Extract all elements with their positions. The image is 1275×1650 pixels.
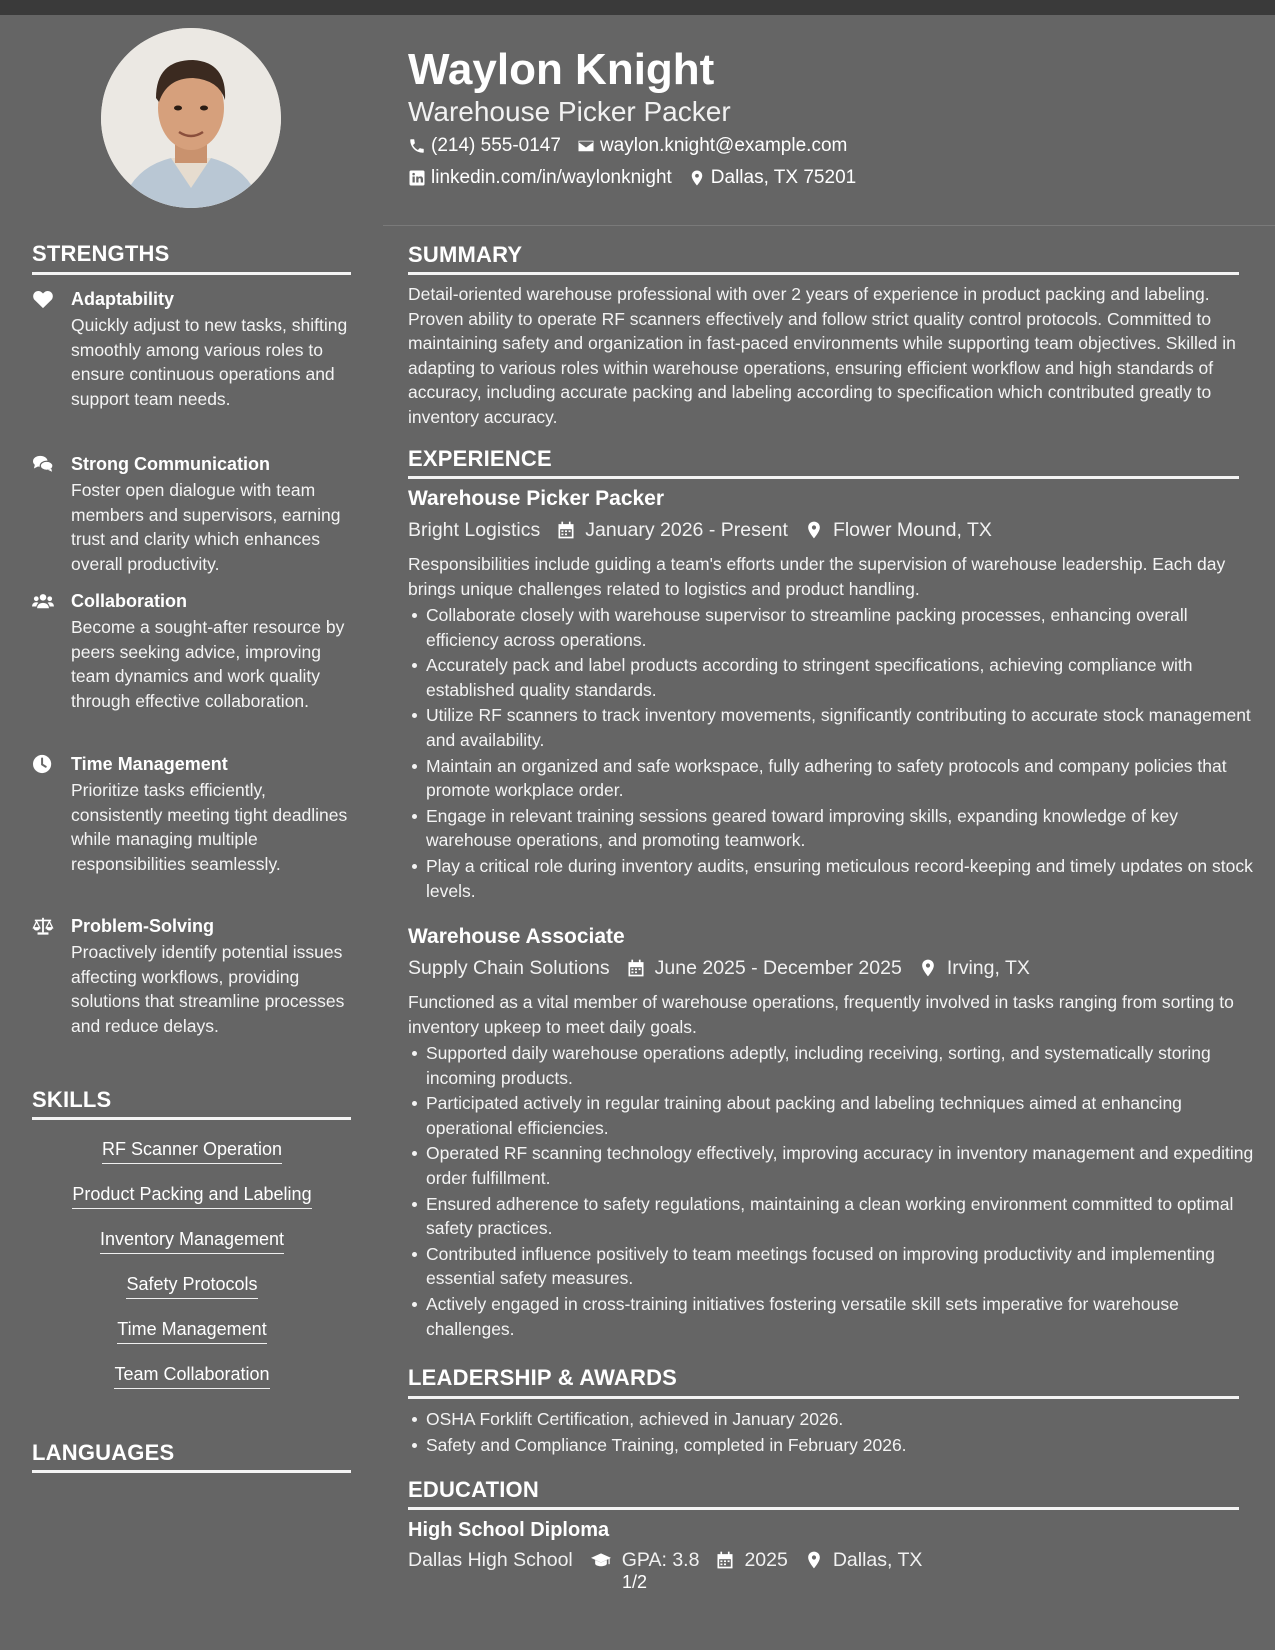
list-item: Engage in relevant training sessions geared toward improving skills, expanding knowledge of key warehouse operations, and promoting teamwork. [426, 804, 1256, 853]
list-item: OSHA Forklift Certification, achieved in January 2026. [426, 1407, 1256, 1432]
balance-scale-icon [32, 916, 54, 936]
phone-icon [408, 137, 426, 155]
education-location: Dallas, TX [832, 1549, 923, 1571]
comments-icon [32, 454, 54, 474]
job-location: Flower Mound, TX [832, 519, 992, 541]
list-item: Accurately pack and label products according to stringent specifications, achieving compliance with established quality standards. [426, 653, 1256, 702]
skill-item: RF Scanner Operation [32, 1136, 352, 1164]
skills-heading: SKILLS [32, 1087, 112, 1112]
education-rule [408, 1507, 1239, 1510]
education-degree: High School Diploma [408, 1519, 610, 1541]
envelope-icon [577, 137, 595, 155]
experience-heading: EXPERIENCE [408, 446, 552, 471]
job-dates: January 2026 - Present [585, 519, 788, 541]
profile-photo [101, 28, 281, 208]
job-company: Bright Logistics [408, 519, 541, 541]
education-gpa: GPA: 3.8 [621, 1549, 700, 1571]
map-marker-icon [918, 958, 938, 978]
calendar-icon [626, 958, 646, 978]
contact-phone[interactable] [408, 133, 561, 159]
list-item: Collaborate closely with warehouse supervisor to streamline packing processes, enhancing overall efficiency across operations. [426, 603, 1256, 652]
contact-line-2 [408, 165, 872, 191]
list-item: Contributed influence positively to team meetings focused on improving productivity and implementing essential safety measures. [426, 1242, 1256, 1291]
calendar-icon [556, 520, 576, 540]
list-item: Supported daily warehouse operations adeptly, including receiving, sorting, and systematically storing incoming products. [426, 1041, 1256, 1090]
skill-item: Inventory Management [32, 1226, 352, 1254]
contact-linkedin[interactable] [408, 165, 672, 191]
job-location: Irving, TX [946, 957, 1030, 979]
strengths-heading: STRENGTHS [32, 241, 170, 266]
list-item: Ensured adherence to safety regulations, maintaining a clean working environment committed to optimal safety practices. [426, 1192, 1256, 1241]
linkedin-icon [408, 169, 426, 187]
clock-icon [32, 754, 54, 774]
contact-location [688, 165, 856, 191]
top-bar [0, 0, 1275, 15]
strength-name: Adaptability [71, 289, 175, 309]
strength-name: Time Management [71, 754, 228, 774]
candidate-name: Waylon Knight [408, 45, 715, 94]
list-item: Safety and Compliance Training, completed in February 2026. [426, 1433, 1256, 1458]
strength-name: Collaboration [71, 591, 187, 611]
languages-rule [32, 1470, 351, 1473]
contact-email[interactable] [577, 133, 847, 159]
strength-desc: Foster open dialogue with team members and supervisors, earning trust and clarity which enhances overall productivity. [71, 480, 341, 574]
skill-item: Team Collaboration [32, 1361, 352, 1389]
location-text: Dallas, TX 75201 [710, 167, 857, 188]
awards-rule [408, 1396, 1239, 1399]
job-dates: June 2025 - December 2025 [654, 957, 902, 979]
list-item: Actively engaged in cross-training initiatives fostering versatile skill sets imperative for warehouse challenges. [426, 1292, 1256, 1341]
job-meta [408, 955, 1046, 981]
skill-item: Safety Protocols [32, 1271, 352, 1299]
awards-list [408, 1407, 1256, 1458]
candidate-role: Warehouse Picker Packer [408, 96, 731, 127]
map-marker-icon [688, 169, 706, 187]
calendar-icon [715, 1550, 735, 1570]
job-bullets [408, 1041, 1256, 1342]
strength-name: Strong Communication [71, 454, 270, 474]
linkedin-text: linkedin.com/in/waylonknight [431, 167, 672, 188]
summary-heading: SUMMARY [408, 242, 523, 267]
awards-heading: LEADERSHIP & AWARDS [408, 1365, 678, 1390]
skill-item: Product Packing and Labeling [32, 1181, 352, 1209]
list-item: Operated RF scanning technology effectively, improving accuracy in inventory management and expediting order fulfillment. [426, 1141, 1256, 1190]
list-item: Participated actively in regular training about packing and labeling techniques aimed at enhancing operational efficiencies. [426, 1091, 1256, 1140]
list-item: Utilize RF scanners to track inventory movements, significantly contributing to accurate stock management and availability. [426, 703, 1256, 752]
experience-rule [408, 476, 1239, 479]
education-meta [408, 1547, 938, 1573]
strength-desc: Quickly adjust to new tasks, shifting smoothly among various roles to ensure continuous operations and support team needs. [71, 315, 348, 409]
map-marker-icon [804, 1550, 824, 1570]
job-title: Warehouse Associate [408, 925, 625, 948]
job-title: Warehouse Picker Packer [408, 487, 665, 510]
strengths-rule [32, 272, 351, 275]
education-school: Dallas High School [408, 1549, 573, 1571]
list-item: Maintain an organized and safe workspace, fully adhering to safety protocols and company policies that promote workplace order. [426, 754, 1256, 803]
strength-desc: Become a sought-after resource by peers seeking advice, improving team dynamics and work quality through effective collaboration. [71, 617, 345, 711]
summary-text: Detail-oriented warehouse professional with over 2 years of experience in product packing and labeling. Proven ability to operate RF scanners effectively and follow strict quality control protocols. Committed to maintaining safety and organization in fast-paced environments while supporting team objectives. Skilled in adapting to various roles within warehouse operations, ensuring efficient workflow and high standards of accuracy, including accurate packing and labeling according to specification which contributed greatly to inventory accuracy. [408, 284, 1236, 427]
email-text: waylon.knight@example.com [599, 135, 848, 156]
strength-desc: Proactively identify potential issues affecting workflows, providing solutions that streamline processes and reduce delays. [71, 942, 345, 1036]
list-item: Play a critical role during inventory audits, ensuring meticulous record-keeping and timely updates on stock levels. [426, 854, 1256, 903]
education-heading: EDUCATION [408, 1477, 539, 1502]
map-marker-icon [804, 520, 824, 540]
job-bullets [408, 603, 1256, 904]
summary-rule [408, 272, 1239, 275]
job-meta [408, 517, 1008, 543]
skill-item: Time Management [32, 1316, 352, 1344]
heart-icon [32, 289, 54, 309]
page-number: 1/2 [622, 1572, 648, 1592]
education-year: 2025 [744, 1549, 788, 1571]
job-description: Responsibilities include guiding a team's efforts under the supervision of warehouse leadership. Each day brings unique challenges related to logistics and product handling. [408, 554, 1226, 599]
skills-rule [32, 1117, 351, 1120]
job-description: Functioned as a vital member of warehouse operations, frequently involved in tasks ranging from sorting to inventory upkeep to meet daily goals. [408, 992, 1234, 1037]
languages-heading: LANGUAGES [32, 1440, 175, 1465]
users-icon [32, 591, 54, 611]
strength-name: Problem-Solving [71, 916, 215, 936]
strength-desc: Prioritize tasks efficiently, consistently meeting tight deadlines while managing multiple responsibilities seamlessly. [71, 780, 348, 874]
job-company: Supply Chain Solutions [408, 957, 610, 979]
graduation-cap-icon [589, 1550, 613, 1570]
header-divider [383, 225, 1275, 226]
contact-line-1 [408, 133, 863, 159]
phone-text: (214) 555-0147 [431, 135, 561, 156]
